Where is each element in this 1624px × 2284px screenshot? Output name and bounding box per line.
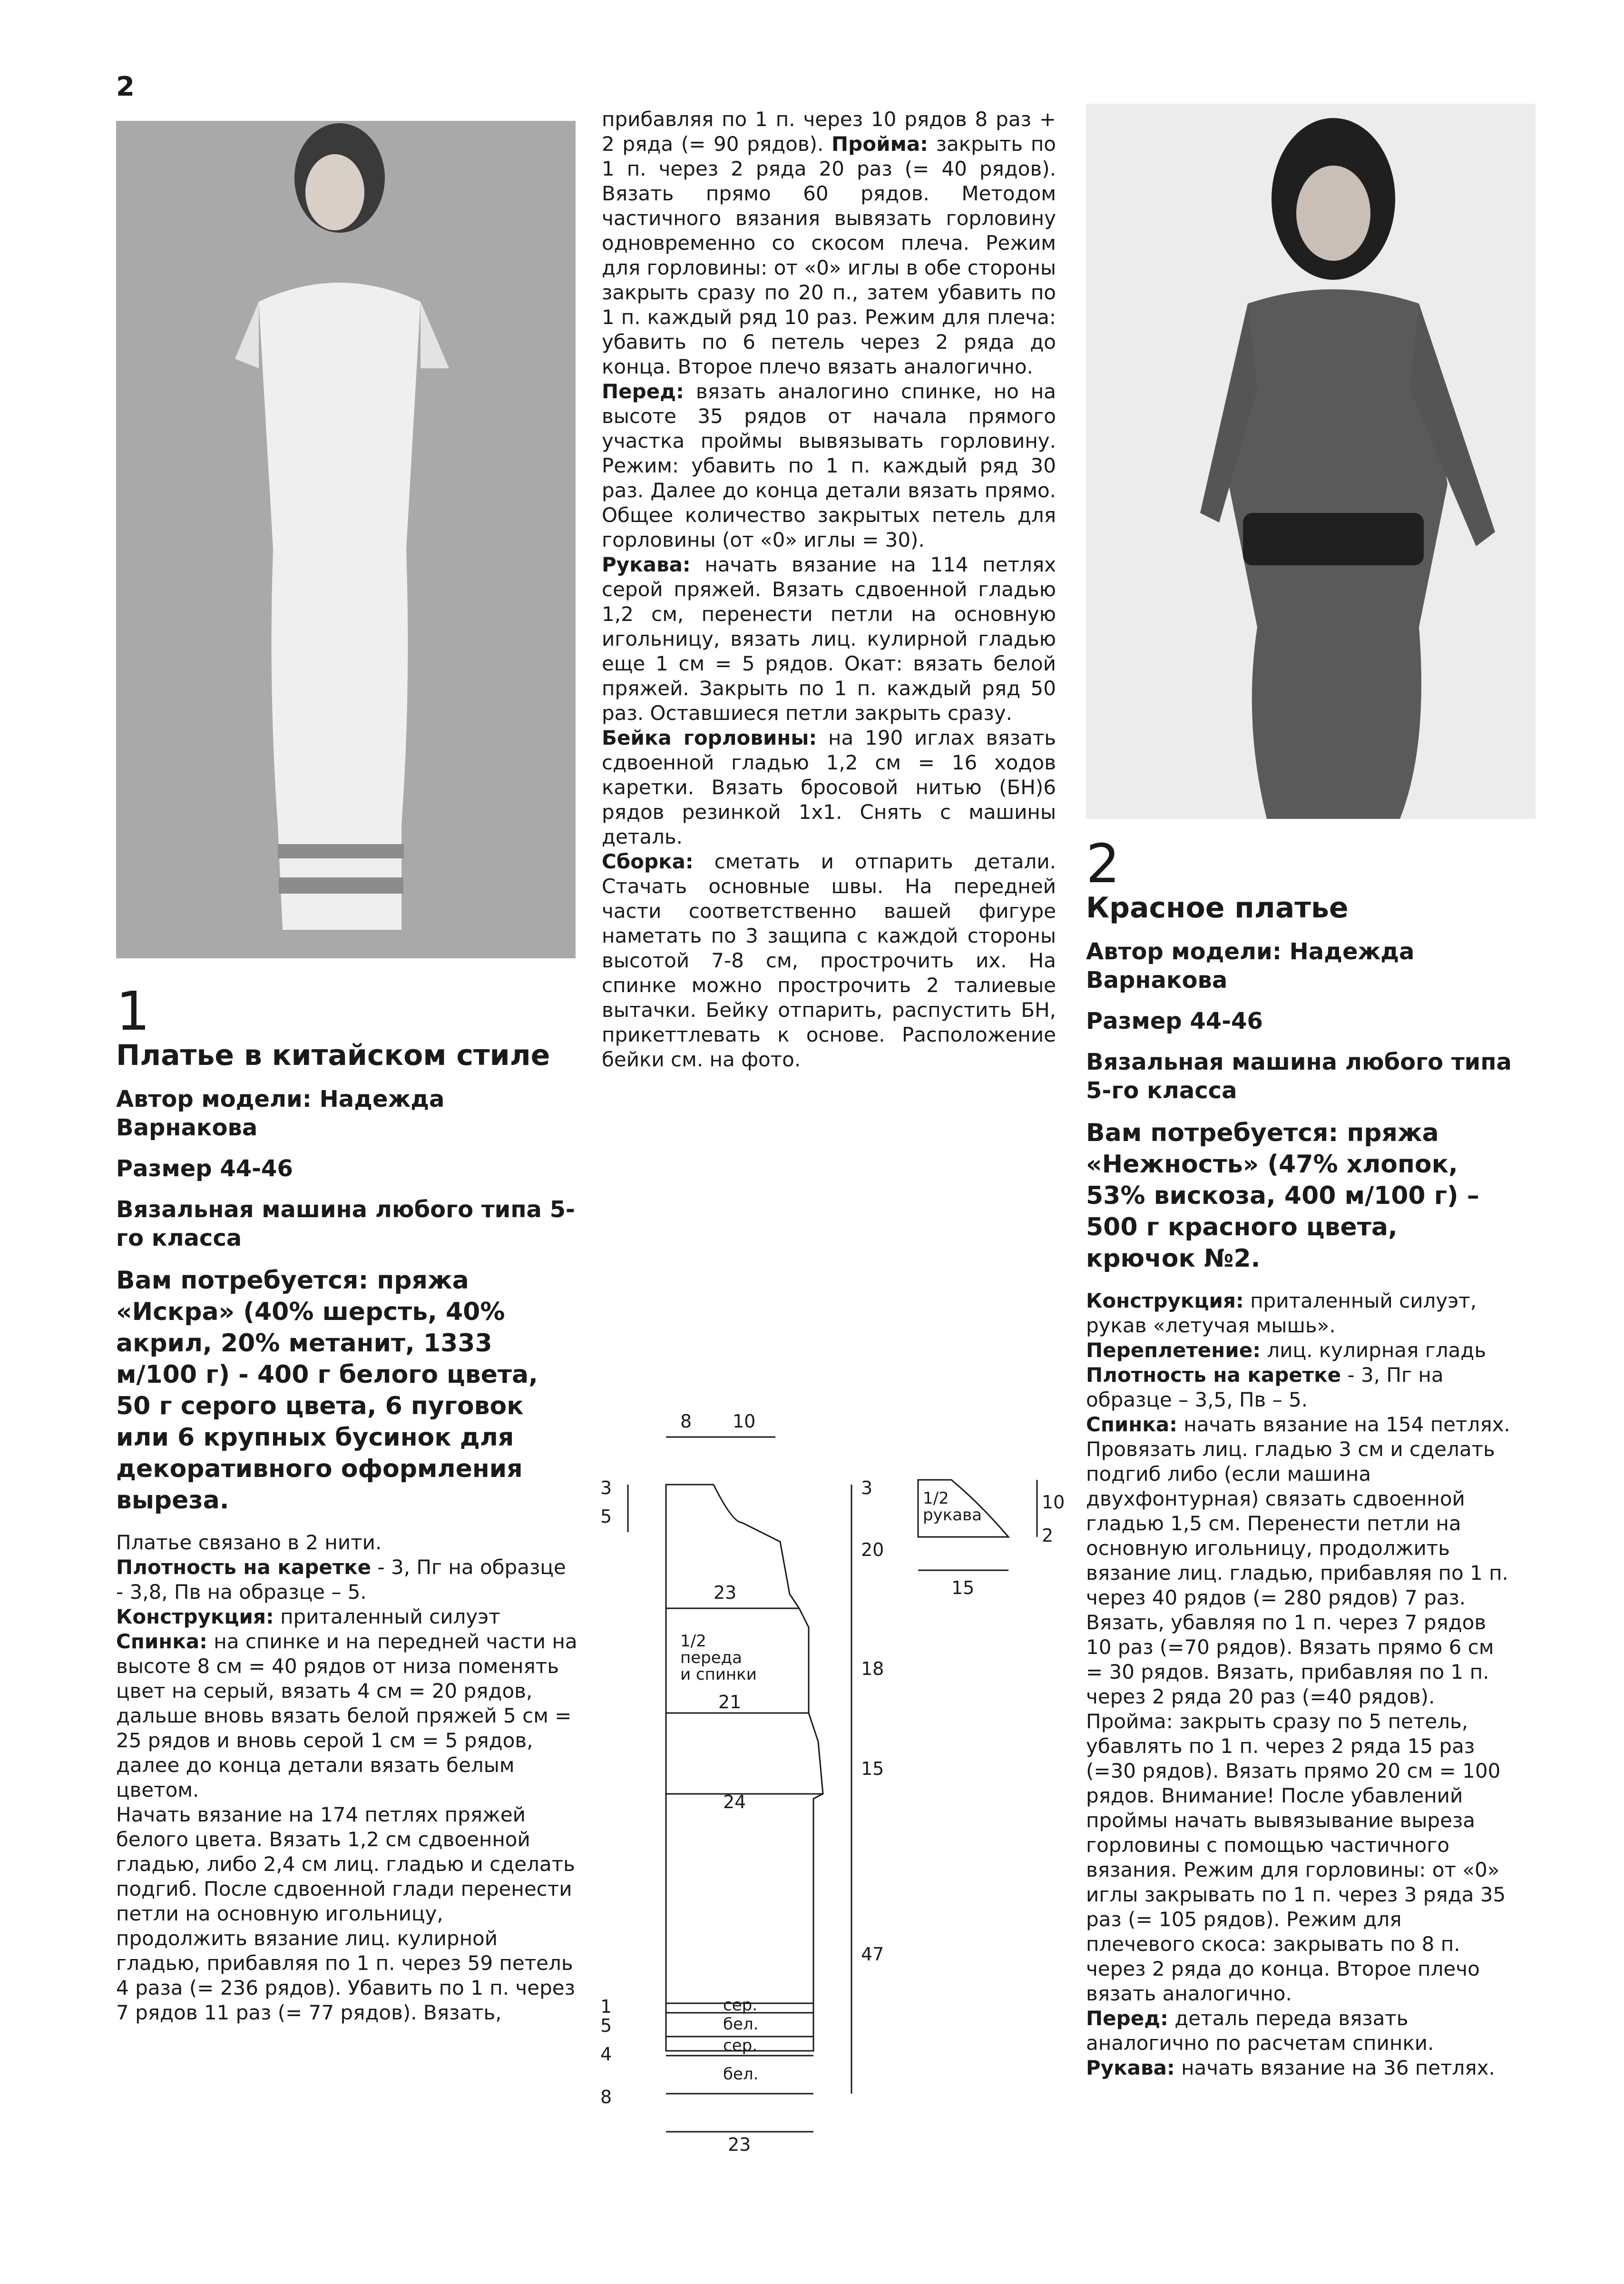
model1-title: Платье в китайском стиле xyxy=(116,1039,550,1072)
model1-number: 1 xyxy=(116,981,150,1043)
sleeve-dim-15: 15 xyxy=(951,1577,975,1598)
sleeve-dim-10: 10 xyxy=(1042,1492,1065,1513)
model1-materials: Вам потребуется: пряжа «Искра» (40% шерсть, 40% акрил, 20% метанит, 1333 м/100 г) - 400 г белого цвета, 50 г серого цвета, 6 пуговок или 6 крупных бусинок для декоративного оформления выреза. xyxy=(116,1266,538,1515)
stripe-grey-2: сер. xyxy=(723,2036,758,2055)
bottom-left-4: 4 xyxy=(600,2044,612,2065)
model2-column xyxy=(1086,833,1514,2080)
dim-top-8: 8 xyxy=(680,1411,692,1432)
model1-author: Автор модели: Надежда Варнакова xyxy=(116,1086,445,1141)
dress-photo-2 xyxy=(1086,104,1536,819)
model2-author: Автор модели: Надежда Варнакова xyxy=(1086,938,1415,994)
stripe-white-1: бел. xyxy=(723,2015,759,2034)
dim-right-20: 20 xyxy=(861,1539,884,1560)
dim-right-3: 3 xyxy=(861,1477,873,1498)
model2-machine: Вязальная машина любого типа 5-го класса xyxy=(1086,1049,1512,1104)
sleeve-label-1: 1/2 xyxy=(923,1489,949,1508)
stripe-grey-1: сер. xyxy=(723,1996,758,2015)
model2-weave: Переплетение: лиц. кулирная гладь xyxy=(1086,1339,1487,1362)
model1-continue: прибавляя по 1 п. через 10 рядов 8 раз + 2 ряда (= 90 рядов). Пройма: закрыть по 1 п. через 2 ряда 20 раз (= 40 рядов). Вязать прямо 60 рядов. Методом частичного вязания вывязать горловину одновременно со скосом плеча. Режим для горловины: от «0» иглы в обе стороны закрыть сразу по 20 п., затем убавить по 1 п. каждый ряд 10 раз. Режим для плеча: убавить по 6 петель через 2 ряда до конца. Второе плечо вязать аналогично. xyxy=(602,108,1056,378)
dim-left-3: 3 xyxy=(600,1477,612,1498)
model1-machine: Вязальная машина любого типа 5-го класса xyxy=(116,1196,575,1251)
model1-header xyxy=(116,981,577,2025)
dim-left-5: 5 xyxy=(600,1506,612,1527)
model1-neckband: Бейка горловины: на 190 иглах вязать сдвоенной гладью 1,2 см = 16 ходов каретки. Вязать бросовой нитью (БН)6 рядов резинкой 1х1. Снять с машины деталь. xyxy=(602,726,1056,848)
model2-back: Спинка: начать вязание на 154 петлях. Провязать лиц. гладью 3 см и сделать подгиб либо (если машина двухфонтурная) связать сдвоенной гладью 1,5 см. Перенести петли на основную игольницу, продолжить вязание лиц. гладью, прибавляя по 1 п. через 40 рядов (= 280 рядов) 7 раз. Вязать, убавляя по 1 п. через 7 рядов 10 раз (=70 рядов). Вязать прямо 6 см = 30 рядов. Вязать, прибавляя по 1 п. через 2 ряда 20 раз (=40 рядов). Пройма: закрыть сразу по 5 петель, убавлять по 1 п. через 2 ряда 15 раз (=30 рядов). Вязать прямо 20 см = 100 рядов. Внимание! После убавлений проймы начать вывязывание выреза горловины с помощью частичного вязания. Режим для горловины: от «0» иглы закрывать по 1 п. через 3 ряда 35 раз (= 105 рядов). Режим для плечевого скоса: закрывать по 8 п. через 2 ряда до конца. Второе плечо вязать аналогично. xyxy=(1086,1413,1510,2005)
sleeve-dim-2: 2 xyxy=(1042,1525,1054,1546)
model1-assembly: Сборка: сметать и отпарить детали. Стачать основные швы. На передней части соответственно вашей фигуре наметать по 3 защипа с каждой стороны высотой 7-8 см, прострочить их. На спинке можно прострочить 2 талиевые вытачки. Бейку отпарить, распустить БН, прикеттлевать к основе. Расположение бейки см. на фото. xyxy=(602,850,1056,1071)
dim-top-10: 10 xyxy=(733,1411,756,1432)
piece-label-2: переда xyxy=(680,1648,742,1667)
model1-start: Начать вязание на 174 петлях пряжей белого цвета. Вязать 1,2 см сдвоенной гладью, либо 2,4 см лиц. гладью и сделать подгиб. После сдвоенной глади перенести петли на основную игольницу, продолжить вязание лиц. кулирной гладью, прибавляя по 1 п. через 59 петель 4 раза (= 236 рядов). Убавить по 1 п. через 7 рядов 11 раз (= 77 рядов). Вязать, xyxy=(116,1803,575,2024)
width-23-bottom: 23 xyxy=(728,2134,751,2155)
bottom-left-5: 5 xyxy=(600,2015,612,2036)
model2-construction: Конструкция: приталенный силуэт, рукав «летучая мышь». xyxy=(1086,1289,1477,1337)
model-silhouette-2 xyxy=(1086,104,1536,819)
model2-number: 2 xyxy=(1086,833,1120,895)
piece-label-1: 1/2 xyxy=(680,1632,706,1651)
model1-back: Спинка: на спинке и на передней части на высоте 8 см = 40 рядов от низа поменять цвет на серый, вязать 4 см = 20 рядов, дальше вновь вязать белой пряжей 5 см = 25 рядов и вновь серой 1 см = 5 рядов, далее до конца детали вязать белым цветом. xyxy=(116,1630,577,1802)
width-24: 24 xyxy=(723,1792,746,1812)
dim-right-15: 15 xyxy=(861,1758,884,1779)
model2-sleeve: Рукава: начать вязание на 36 петлях. xyxy=(1086,2056,1495,2079)
model2-materials: Вам потребуется: пряжа «Нежность» (47% хлопок, 53% вискоза, 400 м/100 г) – 500 г красного цвета, крючок №2. xyxy=(1086,1119,1479,1273)
model1-front: Перед: вязать аналогино спинке, но на высоте 35 рядов от начала прямого участка проймы вывязывать горловину. Режим: убавить по 1 п. каждый ряд 30 раз. Далее до конца детали вязать прямо. Общее количество закрытых петель для горловины (от «0» иглы = 30). xyxy=(602,380,1056,551)
model2-front: Перед: деталь переда вязать аналогично по расчетам спинки. xyxy=(1086,2007,1434,2055)
model1-size: Размер 44-46 xyxy=(116,1155,293,1182)
model2-title: Красное платье xyxy=(1086,891,1349,925)
model1-sleeve: Рукава: начать вязание на 114 петлях серой пряжей. Вязать сдвоенной гладью 1,2 см, перенести петли на основную игольницу, вязать лиц. кулирной гладью еще 1 см = 5 рядов. Окат: вязать белой пряжей. Закрыть по 1 п. каждый ряд 50 раз. Оставшиеся петли закрыть сразу. xyxy=(602,553,1056,725)
page-number: 2 xyxy=(116,71,135,102)
model2-size: Размер 44-46 xyxy=(1086,1008,1263,1034)
sleeve-label-2: рукава xyxy=(923,1506,982,1525)
bottom-left-8: 8 xyxy=(600,2087,612,2107)
dim-right-47: 47 xyxy=(861,1944,884,1965)
pattern-diagram xyxy=(590,1380,1066,2198)
model2-density: Плотность на каретке - 3, Пг на образце – 3,5, Пв – 5. xyxy=(1086,1363,1444,1411)
stripe-white-2: бел. xyxy=(723,2065,759,2084)
dim-right-18: 18 xyxy=(861,1658,884,1679)
model1-construction: Конструкция: приталенный силуэт xyxy=(116,1605,500,1628)
dress-photo-1 xyxy=(116,121,576,958)
model1-instructions xyxy=(602,107,1056,1072)
bottom-left-1: 1 xyxy=(600,1996,612,2017)
width-21: 21 xyxy=(718,1692,742,1713)
width-23-top: 23 xyxy=(714,1582,737,1603)
model1-density: Плотность на каретке - 3, Пг на образце - 3,8, Пв на образце – 5. xyxy=(116,1555,566,1604)
model-silhouette-1 xyxy=(116,121,576,958)
piece-label-3: и спинки xyxy=(680,1665,757,1684)
model1-intro: Платье связано в 2 нити. xyxy=(116,1531,382,1554)
